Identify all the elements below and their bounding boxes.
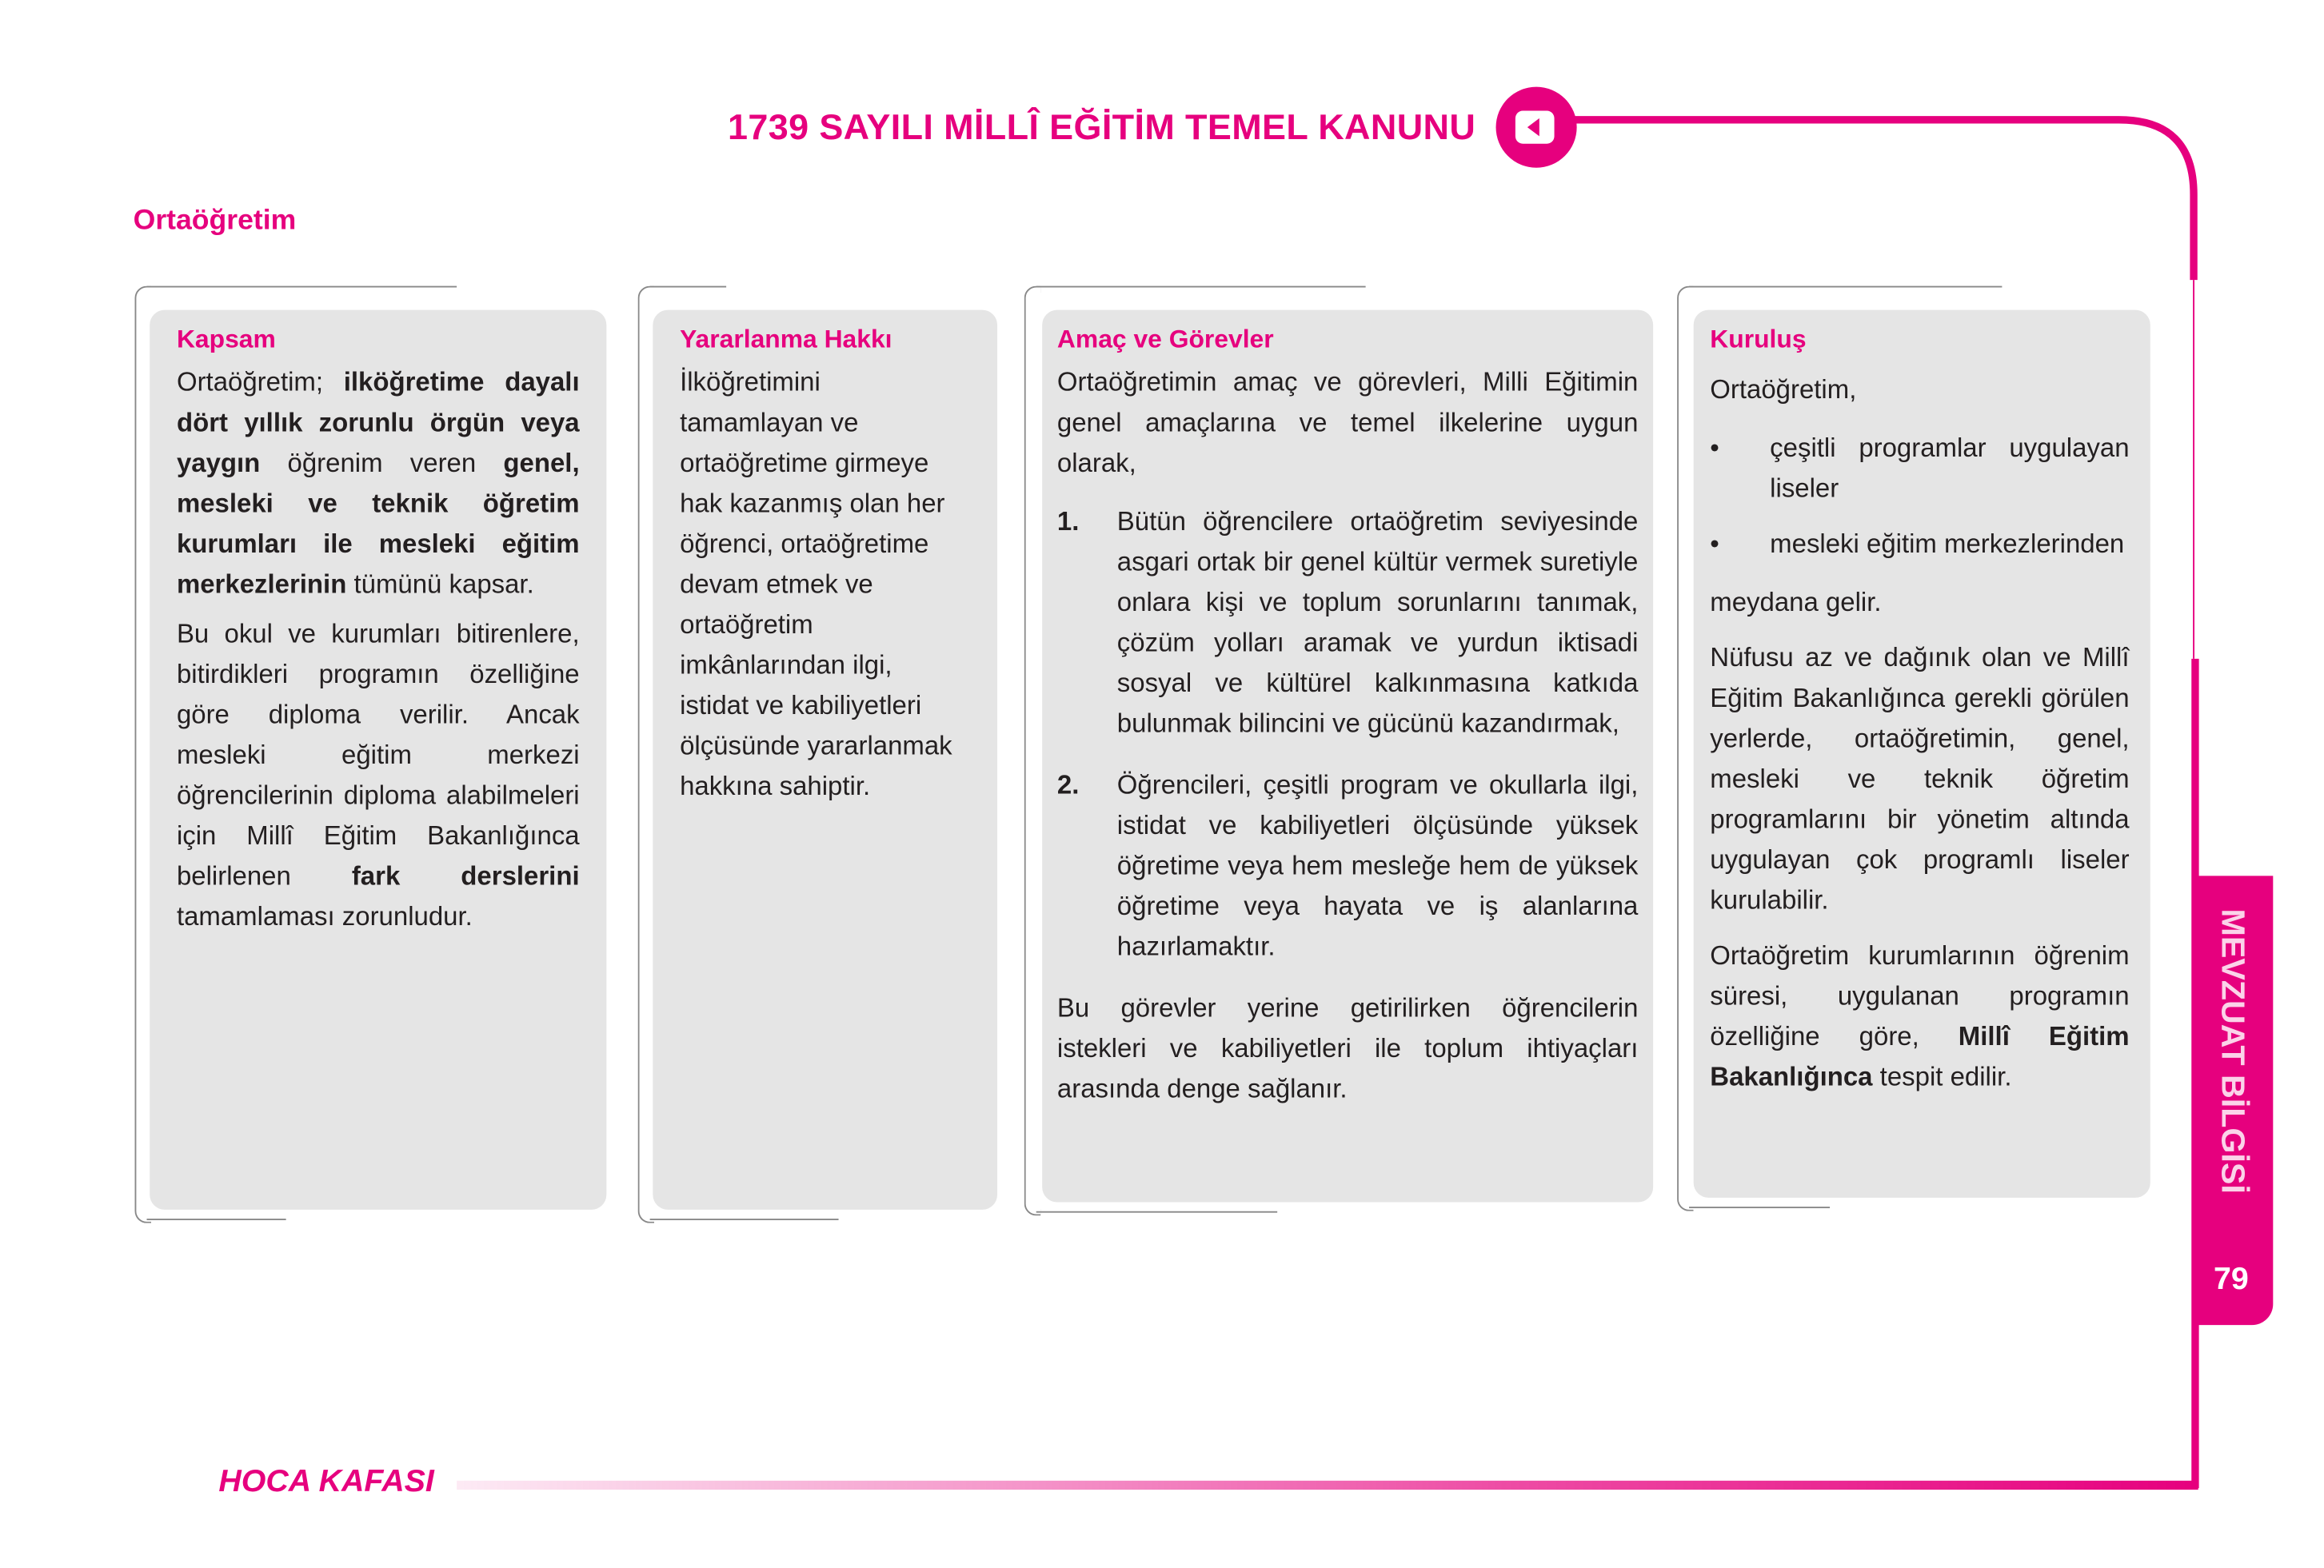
kurulus-box bbox=[1694, 310, 2150, 1198]
side-tab-label: MEVZUAT BİLGİSİ bbox=[2214, 908, 2253, 1194]
side-tab bbox=[2195, 876, 2273, 1325]
list-item bbox=[1057, 501, 1638, 744]
text: tamamlaması zorunludur. bbox=[176, 901, 473, 932]
page-number: 79 bbox=[2213, 1262, 2249, 1297]
item-number: 2. bbox=[1056, 769, 1080, 800]
kurulus-paragraph-2: Nüfusu az ve dağınık olan ve Millî Eğitim Bakanlığınca gerekli görülen yerlerde, ortaöğretimin, genel, mesleki ve teknik öğretim programlarını bir yönetim altında uygulayan çok programlı liseler kurulabilir. bbox=[1710, 642, 2130, 916]
bracket-bottom bbox=[146, 1219, 286, 1220]
page-title: 1739 SAYILI MİLLÎ EĞİTİM TEMEL KANUNU bbox=[727, 107, 1476, 149]
bracket-bottom bbox=[1036, 1211, 1277, 1213]
text: tümünü kapsar. bbox=[346, 569, 534, 599]
amac-list bbox=[1057, 501, 1638, 967]
list-item bbox=[1710, 429, 2129, 509]
kurulus-paragraph-3 bbox=[1710, 936, 2129, 1097]
item-text: mesleki eğitim merkezlerinden bbox=[1770, 528, 2125, 559]
item-text: Bütün öğrencilere ortaöğretim seviyesinde asgari ortak bir genel kültür vermek suretiyle onlara kişi ve toplum sorunlarını tanımak, çözüm yolları aramak ve yurdun iktisadi sosyal ve kültürel kalkınmasına katkıda bulunmak bilincini ve gücünü kazandırmak, bbox=[1116, 505, 1639, 739]
amac-closing: Bu görevler yerine getirilirken öğrencilerin istekleri ve kabiliyetleri ile toplum ihtiyaçları arasında denge sağlanır. bbox=[1056, 992, 1639, 1103]
back-arrow-icon[interactable] bbox=[1495, 86, 1579, 170]
yararlanma-heading: Yararlanma Hakkı bbox=[680, 325, 892, 353]
bold-text: Millî Eğitim Bakanlığınca bbox=[1710, 1020, 2130, 1091]
section-title: Ortaöğretim bbox=[133, 205, 297, 237]
bracket-top bbox=[1689, 286, 2002, 288]
bracket-bottom bbox=[1689, 1207, 1830, 1208]
bold-text: genel, mesleki ve teknik öğretim kurumları ile mesleki eğitim merkezlerinin bbox=[176, 447, 580, 599]
text: Ortaöğretim; bbox=[176, 366, 344, 397]
text: Ortaöğretim kurumlarının öğrenim süresi, uygulanan programın özelliğine göre, bbox=[1710, 940, 2130, 1051]
bullet-icon: • bbox=[1710, 528, 1719, 559]
bracket bbox=[1677, 286, 1694, 1211]
kurulus-after: meydana gelir. bbox=[1710, 586, 1882, 617]
yararlanma-box bbox=[653, 310, 997, 1210]
text: tespit edilir. bbox=[1872, 1061, 2012, 1091]
frame-bottom-line bbox=[457, 1481, 2198, 1490]
bracket-top bbox=[1036, 286, 1366, 288]
footer-brand: HOCA KAFASI bbox=[218, 1464, 434, 1499]
kapsam-paragraph-1 bbox=[177, 362, 580, 604]
yararlanma-paragraph: İlköğretimini tamamlayan ve ortaöğretime girmeye hak kazanmış olan her öğrenci, ortaöğretime devam etmek ve ortaöğretim imkânlarından ilgi, istidat ve kabiliyetleri ölçüsünde yararlanmak hakkına sahiptir. bbox=[680, 366, 952, 801]
item-text: çeşitli programlar uygulayan liseler bbox=[1770, 433, 2130, 504]
text: öğrenim veren bbox=[260, 447, 504, 478]
bold-text: fark derslerini bbox=[351, 860, 580, 892]
kurulus-heading: Kuruluş bbox=[1710, 325, 1807, 353]
bracket bbox=[1024, 286, 1041, 1216]
bullet-icon: • bbox=[1710, 433, 1719, 463]
bracket-top bbox=[146, 286, 457, 288]
frame-top-line bbox=[1572, 120, 2194, 280]
item-text: Öğrencileri, çeşitli program ve okullarla ilgi, istidat ve kabiliyetleri ölçüsünde yüksek öğretime veya hem mesleğe hem de yüksek öğretime veya hayata ve iş alanlarına hazırlamaktır. bbox=[1116, 769, 1639, 962]
list-item bbox=[1710, 524, 2129, 565]
text: Bu okul ve kurumları bitirenlere, bitirdikleri programın özelliğine göre diploma verilir. Ancak mesleki eğitim merkezi öğrencilerinin diploma alabilmeleri için Millî Eğitim Bakanlığınca belirlenen bbox=[176, 618, 580, 892]
bold-text: ilköğretime dayalı dört yıllık zorunlu örgün veya yaygın bbox=[176, 366, 580, 478]
amac-intro: Ortaöğretimin amaç ve görevleri, Milli Eğitimin genel amaçlarına ve temel ilkelerine uygun olarak, bbox=[1056, 366, 1639, 478]
kapsam-box bbox=[150, 310, 606, 1210]
kurulus-bullets bbox=[1710, 429, 2129, 565]
bracket-bottom bbox=[650, 1219, 839, 1220]
bracket-top bbox=[650, 286, 726, 288]
amac-heading: Amaç ve Görevler bbox=[1056, 325, 1274, 353]
kapsam-heading: Kapsam bbox=[176, 325, 276, 353]
item-number: 1. bbox=[1056, 505, 1080, 537]
kurulus-intro: Ortaöğretim, bbox=[1710, 374, 1857, 405]
bracket bbox=[135, 286, 152, 1223]
list-item bbox=[1057, 765, 1638, 968]
bracket bbox=[638, 286, 655, 1223]
kapsam-paragraph-2 bbox=[177, 614, 580, 937]
amac-box bbox=[1042, 310, 1653, 1203]
